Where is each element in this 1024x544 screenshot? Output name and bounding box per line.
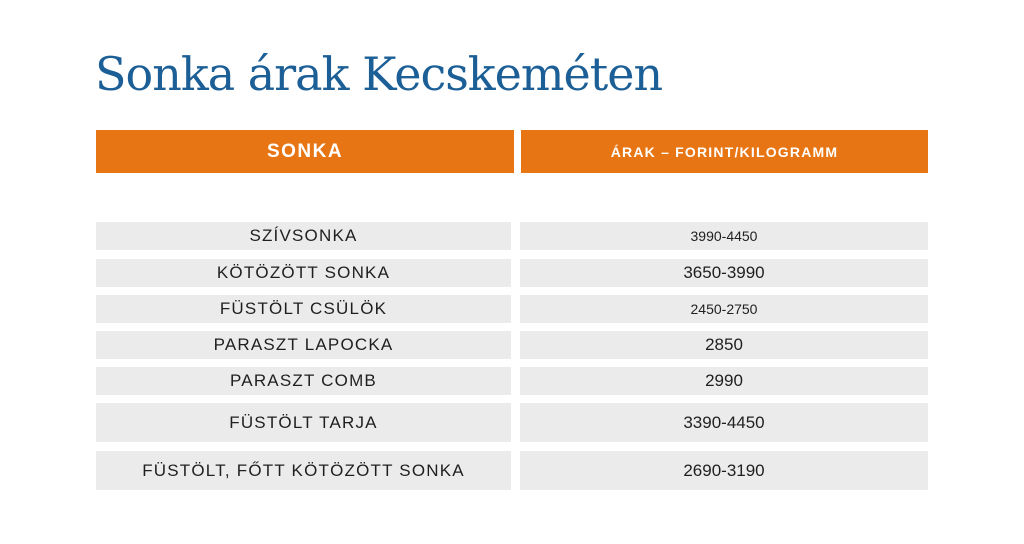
row-name-fustolt-csulok: FÜSTÖLT CSÜLÖK	[96, 295, 511, 323]
row-name-paraszt-comb: PARASZT COMB	[96, 367, 511, 395]
row-name-fustolt-fott-kotozott-sonka: FÜSTÖLT, FŐTT KÖTÖZÖTT SONKA	[96, 451, 511, 490]
page-title: Sonka árak Kecskeméten	[95, 47, 663, 101]
row-price-paraszt-lapocka: 2850	[520, 331, 928, 359]
row-name-paraszt-lapocka: PARASZT LAPOCKA	[96, 331, 511, 359]
row-price-fustolt-tarja: 3390-4450	[520, 403, 928, 442]
row-price-fustolt-csulok: 2450-2750	[520, 295, 928, 323]
row-name-kotozott-sonka: KÖTÖZÖTT SONKA	[96, 259, 511, 287]
row-name-fustolt-tarja: FÜSTÖLT TARJA	[96, 403, 511, 442]
row-name-szivsonka: SZÍVSONKA	[96, 222, 511, 250]
row-price-kotozott-sonka: 3650-3990	[520, 259, 928, 287]
header-sonka: SONKA	[96, 130, 514, 173]
row-price-szivsonka: 3990-4450	[520, 222, 928, 250]
row-price-fustolt-fott-kotozott-sonka: 2690-3190	[520, 451, 928, 490]
header-prices: ÁRAK – FORINT/KILOGRAMM	[521, 130, 928, 173]
row-price-paraszt-comb: 2990	[520, 367, 928, 395]
